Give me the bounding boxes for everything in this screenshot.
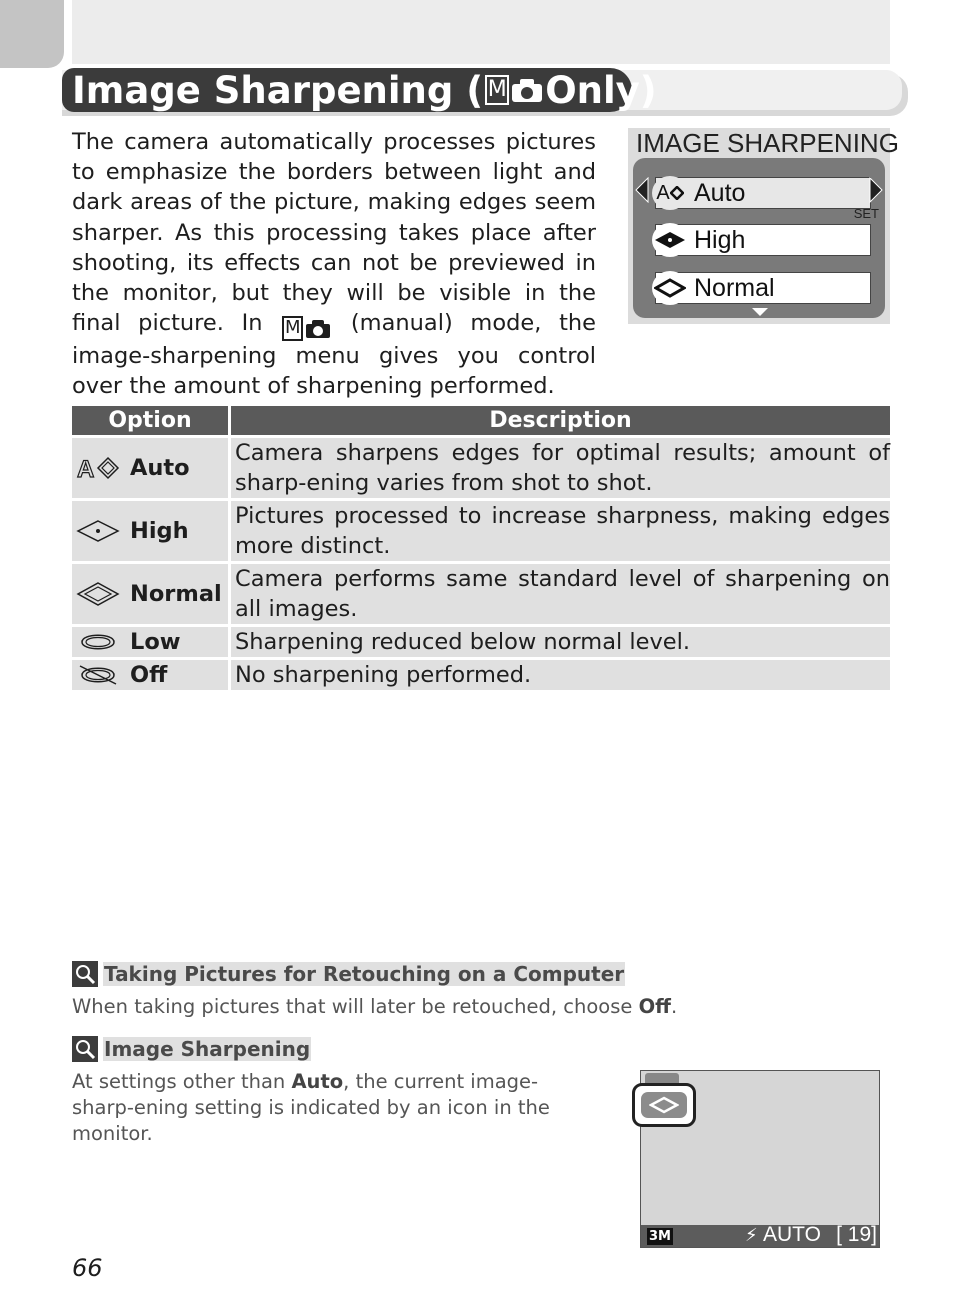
flash-icon: ⚡	[745, 1225, 758, 1246]
manual-camera-mode-icon: M	[485, 75, 543, 105]
header-strip	[72, 0, 890, 64]
option-label: Normal	[130, 581, 222, 607]
scroll-down-arrow-icon[interactable]	[751, 307, 769, 317]
option-description: No sharpening performed.	[228, 657, 890, 690]
note-title: Image Sharpening	[104, 1037, 311, 1061]
normal-sharpening-icon	[652, 271, 688, 305]
note-heading-image-sharpening	[72, 1036, 311, 1062]
note-heading-retouching	[72, 961, 625, 987]
table-row	[72, 435, 890, 498]
page-tab-marker	[0, 0, 64, 68]
image-size-indicator: 3M	[647, 1228, 673, 1245]
option-label: Off	[130, 662, 168, 688]
page-number: 66	[72, 1254, 103, 1282]
scroll-right-arrow-icon[interactable]	[869, 177, 883, 203]
table-row	[72, 561, 890, 624]
note-body-image-sharpening: At settings other than Auto, the current image-sharp-ening setting is indicated by an icon in the monitor.	[72, 1070, 550, 1145]
auto-sharpening-icon	[72, 455, 124, 481]
option-label: Auto	[130, 455, 190, 481]
camera-icon	[305, 318, 331, 339]
option-label: High	[130, 518, 189, 544]
scroll-left-arrow-icon[interactable]	[635, 177, 649, 203]
note-magnifier-icon	[72, 1036, 98, 1062]
manual-camera-mode-icon: M	[282, 316, 331, 341]
sharpening-indicator-icon	[632, 1083, 696, 1127]
svg-text:A: A	[77, 456, 95, 481]
set-label: SET	[853, 206, 879, 221]
high-sharpening-icon	[72, 519, 124, 543]
menu-item-normal[interactable]: Normal	[655, 272, 871, 304]
image-sharpening-menu-screen	[628, 128, 899, 324]
menu-item-high[interactable]: High	[655, 224, 871, 256]
frames-remaining-indicator: [ 19]	[836, 1223, 877, 1246]
camera-icon	[511, 77, 543, 103]
menu-list	[633, 158, 885, 318]
option-description: Camera sharpens edges for optimal results; amount of sharp-ening varies from shot to shot.	[228, 435, 890, 498]
high-sharpening-icon	[652, 223, 688, 257]
off-sharpening-icon	[72, 663, 124, 687]
note-body-retouching: When taking pictures that will later be retouched, choose Off.	[72, 995, 678, 1018]
auto-sharpening-icon: A	[652, 176, 688, 210]
option-description: Sharpening reduced below normal level.	[228, 624, 890, 657]
table-row	[72, 657, 890, 690]
menu-item-auto[interactable]: A Auto	[655, 177, 871, 209]
intro-paragraph: The camera automatically processes pictures to emphasize the borders between light and dark areas of the picture, making edges seem sharper. As this processing takes place after shooting, its effects can not be previewed in the monitor, but they will be visible in the final picture. In M (manual) mode, the image-sharpening menu gives you control over the amount of sharpening performed.	[72, 129, 596, 399]
column-header-option: Option	[72, 406, 228, 435]
table-row	[72, 624, 890, 657]
camera-monitor-display	[640, 1070, 880, 1248]
option-label: Low	[130, 629, 181, 655]
normal-sharpening-icon	[72, 581, 124, 607]
table-header-row	[72, 406, 890, 435]
menu-title: IMAGE SHARPENING	[636, 128, 899, 158]
monitor-status-bar	[641, 1225, 879, 1247]
sharpening-options-table	[72, 406, 890, 690]
note-title: Taking Pictures for Retouching on a Computer	[104, 962, 625, 986]
flash-mode-indicator: AUTO	[763, 1223, 821, 1246]
low-sharpening-icon	[72, 630, 124, 654]
note-magnifier-icon	[72, 961, 98, 987]
page-title: Image Sharpening ( M Only)	[72, 68, 657, 112]
option-description: Camera performs same standard level of sharpening on all images.	[228, 561, 890, 624]
column-header-description: Description	[228, 406, 890, 435]
option-description: Pictures processed to increase sharpness, making edges more distinct.	[228, 498, 890, 561]
title-banner	[62, 68, 908, 116]
table-row	[72, 498, 890, 561]
